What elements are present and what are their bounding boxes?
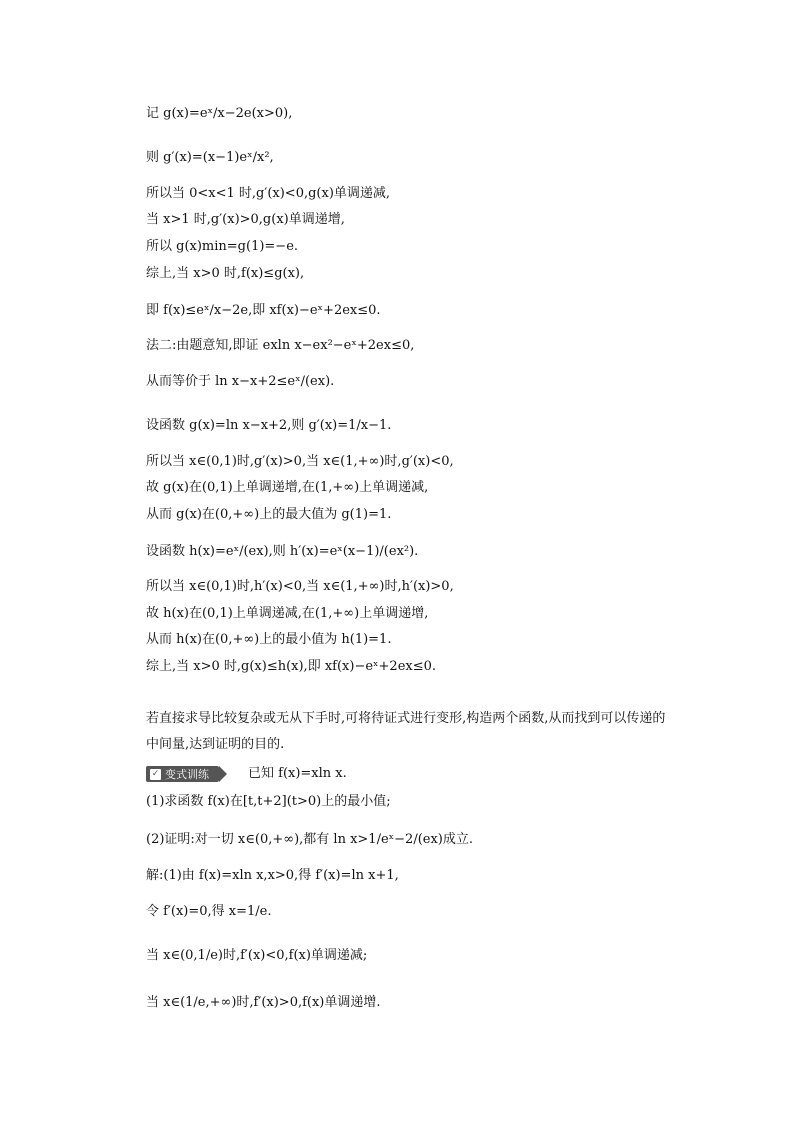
problem-line-1: (1)求函数 f(x)在[t,t+2](t>0)上的最小值; — [146, 794, 391, 809]
exercise-badge — [146, 766, 219, 782]
problem-line-5: 当 x∈(0,1/e)时,f′(x)<0,f(x)单调递减; — [146, 948, 368, 963]
summary-paragraph: 若直接求导比较复杂或无从下手时,可将待证式进行变形,构造两个函数,从而找到可以传递的中间量,达到证明的目的. — [146, 711, 666, 752]
line-12: 故 g(x)在(0,1)上单调递增,在(1,+∞)上单调递减, — [146, 480, 429, 495]
line-18: 综上,当 x>0 时,g(x)≤h(x),即 xf(x)−eˣ+2ex≤0. — [146, 659, 437, 674]
line-13: 从而 g(x)在(0,+∞)上的最大值为 g(1)=1. — [146, 507, 392, 522]
problem-line-4: 令 f′(x)=0,得 x=1/e. — [146, 904, 272, 919]
line-11: 所以当 x∈(0,1)时,g′(x)>0,当 x∈(1,+∞)时,g′(x)<0, — [146, 454, 454, 469]
check-icon: ✓ — [151, 768, 160, 779]
problem-title: 已知 f(x)=xln x. — [248, 766, 347, 781]
line-10: 设函数 g(x)=ln x−x+2,则 g′(x)=1/x−1. — [146, 418, 392, 433]
exercise-badge-label: 变式训练 — [165, 768, 209, 781]
line-6: 综上,当 x>0 时,f(x)≤g(x), — [146, 266, 305, 281]
line-16: 故 h(x)在(0,1)上单调递减,在(1,+∞)上单调递增, — [146, 606, 429, 621]
line-8: 法二:由题意知,即证 exln x−ex²−eˣ+2ex≤0, — [146, 338, 415, 353]
problem-line-6: 当 x∈(1/e,+∞)时,f′(x)>0,f(x)单调递增. — [146, 995, 381, 1010]
line-7: 即 f(x)≤eˣ/x−2e,即 xf(x)−eˣ+2ex≤0. — [146, 303, 381, 318]
line-14: 设函数 h(x)=eˣ/(ex),则 h′(x)=eˣ(x−1)/(ex²). — [146, 544, 419, 559]
line-5: 所以 g(x)min=g(1)=−e. — [146, 239, 299, 254]
problem-line-2: (2)证明:对一切 x∈(0,+∞),都有 ln x>1/eˣ−2/(ex)成立. — [146, 832, 473, 847]
line-3: 所以当 0<x<1 时,g′(x)<0,g(x)单调递减, — [146, 186, 391, 201]
problem-line-3: 解:(1)由 f(x)=xln x,x>0,得 f′(x)=ln x+1, — [146, 868, 399, 883]
line-9: 从而等价于 ln x−x+2≤eˣ/(ex). — [146, 374, 335, 389]
line-15: 所以当 x∈(0,1)时,h′(x)<0,当 x∈(1,+∞)时,h′(x)>0, — [146, 579, 454, 594]
line-2: 则 g′(x)=(x−1)eˣ/x², — [146, 150, 274, 165]
line-17: 从而 h(x)在(0,+∞)上的最小值为 h(1)=1. — [146, 632, 392, 647]
line-4: 当 x>1 时,g′(x)>0,g(x)单调递增, — [146, 212, 345, 227]
line-1: 记 g(x)=eˣ/x−2e(x>0), — [146, 106, 293, 121]
